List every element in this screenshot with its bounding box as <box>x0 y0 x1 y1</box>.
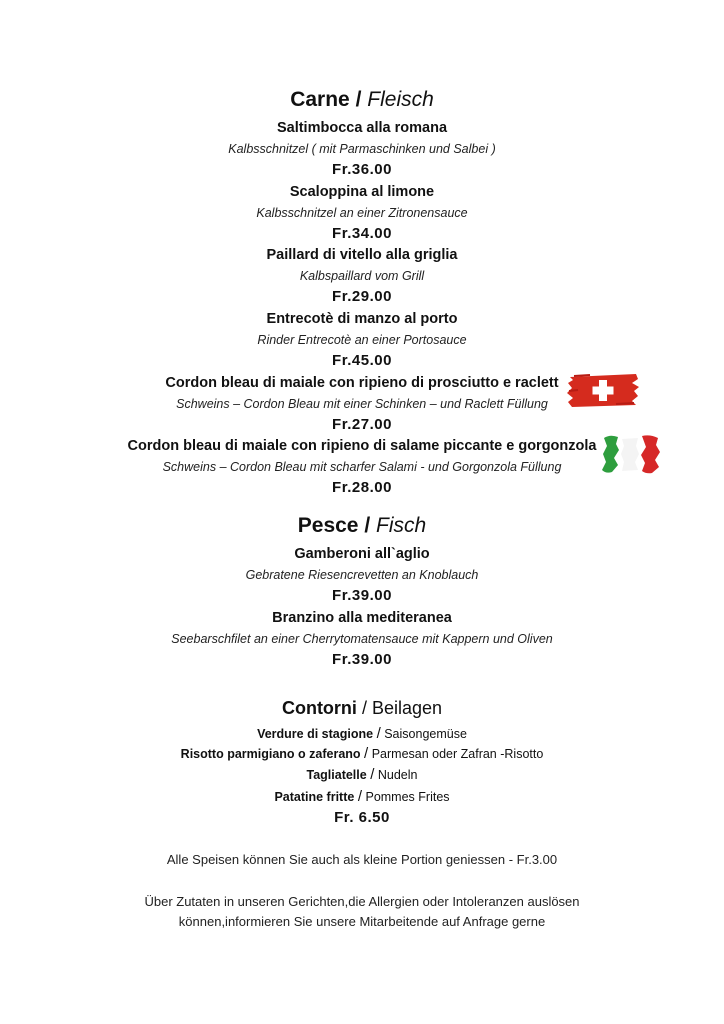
italian-flag-icon <box>600 432 664 476</box>
dish-price: Fr.36.00 <box>332 161 392 178</box>
contorni-title-sep: / <box>361 698 367 718</box>
dish-name: Entrecotè di manzo al porto <box>266 311 458 327</box>
side-item-sep: / <box>370 766 375 783</box>
dish-price: Fr.39.00 <box>332 651 392 668</box>
dish-price: Fr.45.00 <box>332 352 392 369</box>
portion-note: Alle Speisen können Sie auch als kleine Portion geniessen - Fr.3.00 <box>166 852 558 867</box>
contorni-title-it: Contorni <box>281 698 357 718</box>
carne-title-de: Fleisch <box>367 88 434 111</box>
dish-name: Scaloppina al limone <box>289 184 435 200</box>
carne-title-sep: / <box>355 88 362 111</box>
side-item-de: Pommes Frites <box>365 790 450 804</box>
dish-description: Schweins – Cordon Bleau mit scharfer Salami - und Gorgonzola Füllung <box>162 460 562 474</box>
side-item-de: Parmesan oder Zafran -Risotto <box>371 747 544 761</box>
side-item-it: Tagliatelle <box>306 768 367 782</box>
carne-heading <box>0 88 724 112</box>
side-item-sep: / <box>376 725 381 742</box>
dish-name: Cordon bleau di maiale con ripieno di salame piccante e gorgonzola <box>127 438 597 454</box>
dish-name: Paillard di vitello alla griglia <box>266 247 458 263</box>
side-item <box>0 745 724 762</box>
dish-price: Fr.34.00 <box>332 225 392 242</box>
dish-price: Fr.27.00 <box>332 416 392 433</box>
dish-description: Gebratene Riesencrevetten an Knoblauch <box>245 568 479 582</box>
dish-description: Kalbsschnitzel an einer Zitronensauce <box>256 206 468 220</box>
pesce-heading <box>0 514 724 538</box>
side-item-sep: / <box>357 788 362 805</box>
dish-name: Saltimbocca alla romana <box>276 120 448 136</box>
side-item-it: Verdure di stagione <box>257 727 374 741</box>
side-item-de: Saisongemüse <box>384 727 467 741</box>
contorni-price: Fr. 6.50 <box>334 809 390 826</box>
dish-description: Kalbspaillard vom Grill <box>299 269 425 283</box>
dish-name: Branzino alla mediteranea <box>272 610 452 626</box>
side-item <box>0 725 724 742</box>
side-item <box>0 788 724 805</box>
pesce-title-de: Fisch <box>376 514 427 537</box>
dish-price: Fr.29.00 <box>332 288 392 305</box>
dish-price: Fr.39.00 <box>332 587 392 604</box>
pesce-title-it: Pesce <box>297 514 359 537</box>
side-item-it: Patatine fritte <box>274 790 355 804</box>
contorni-title-de: Beilagen <box>371 698 443 718</box>
allergy-note-line-1: Über Zutaten in unseren Gerichten,die Allergien oder Intoleranzen auslösen <box>144 894 580 909</box>
side-item <box>0 766 724 783</box>
swiss-flag-icon <box>566 371 640 409</box>
side-item-sep: / <box>364 745 369 762</box>
contorni-heading <box>0 698 724 719</box>
side-item-de: Nudeln <box>377 768 418 782</box>
allergy-note-line-2: können,informieren Sie unsere Mitarbeitende auf Anfrage gerne <box>178 914 546 929</box>
dish-name: Gamberoni all`aglio <box>294 546 430 562</box>
carne-title-it: Carne <box>290 88 350 111</box>
side-item-it: Risotto parmigiano o zaferano <box>180 747 361 761</box>
dish-description: Seebarschfilet an einer Cherrytomatensauce mit Kappern und Oliven <box>171 632 553 646</box>
dish-description: Kalbsschnitzel ( mit Parmaschinken und Salbei ) <box>228 142 496 156</box>
dish-description: Rinder Entrecotè an einer Portosauce <box>257 333 467 347</box>
dish-price: Fr.28.00 <box>332 479 392 496</box>
dish-name: Cordon bleau di maiale con ripieno di prosciutto e raclett <box>165 375 559 391</box>
dish-description: Schweins – Cordon Bleau mit einer Schinken – und Raclett Füllung <box>176 397 548 411</box>
pesce-title-sep: / <box>364 514 371 537</box>
